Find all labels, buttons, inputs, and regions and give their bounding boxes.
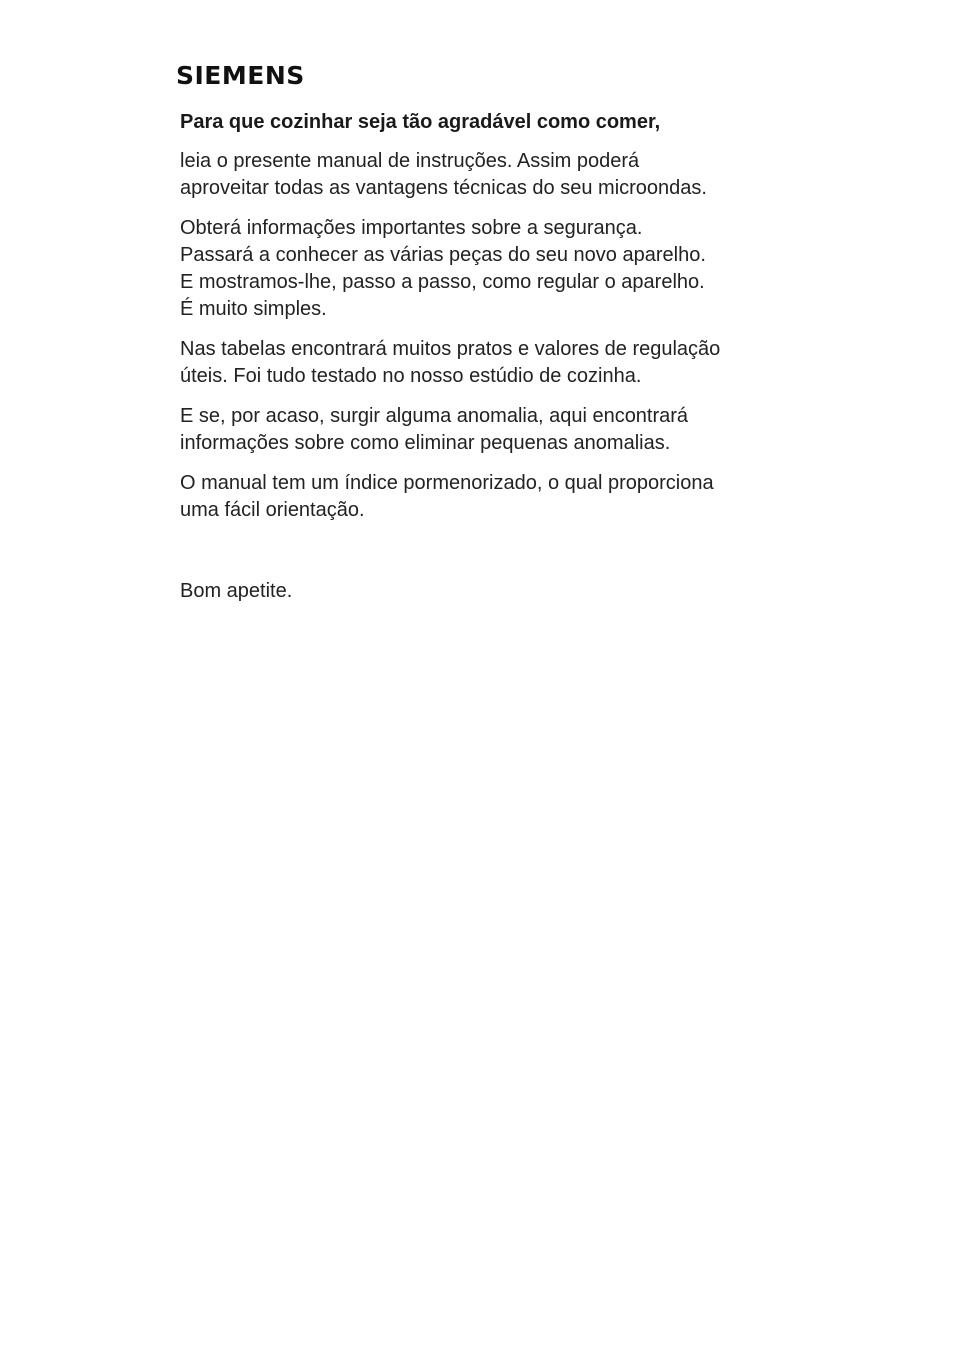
paragraph-anomalies	[180, 403, 820, 457]
text-line: Nas tabelas encontrará muitos pratos e valores de regulação	[180, 338, 721, 360]
paragraph-index	[180, 470, 820, 524]
text-line: É muito simples.	[180, 298, 327, 320]
text-line: aproveitar todas as vantagens técnicas do seu microondas.	[180, 177, 707, 199]
text-line: informações sobre como eliminar pequenas anomalias.	[180, 432, 671, 454]
text-line: O manual tem um índice pormenorizado, o qual proporciona	[180, 472, 714, 494]
paragraph-manual	[180, 148, 820, 202]
text-line: úteis. Foi tudo testado no nosso estúdio de cozinha.	[180, 365, 642, 387]
closing-text: Bom apetite.	[180, 580, 293, 602]
text-line: leia o presente manual de instruções. Assim poderá	[180, 150, 640, 172]
text-line: uma fácil orientação.	[180, 499, 365, 521]
paragraph-tables	[180, 336, 820, 390]
text-line: Passará a conhecer as várias peças do seu novo aparelho.	[180, 244, 706, 266]
intro-text	[180, 108, 820, 605]
paragraph-safety	[180, 215, 820, 323]
intro-heading: Para que cozinhar seja tão agradável como comer,	[180, 111, 661, 133]
text-line: E se, por acaso, surgir alguma anomalia, aqui encontrará	[180, 405, 689, 427]
siemens-logo: SIEMENS	[176, 61, 305, 90]
text-line: Obterá informações importantes sobre a segurança.	[180, 217, 643, 239]
text-line: E mostramos-lhe, passo a passo, como regular o aparelho.	[180, 271, 705, 293]
